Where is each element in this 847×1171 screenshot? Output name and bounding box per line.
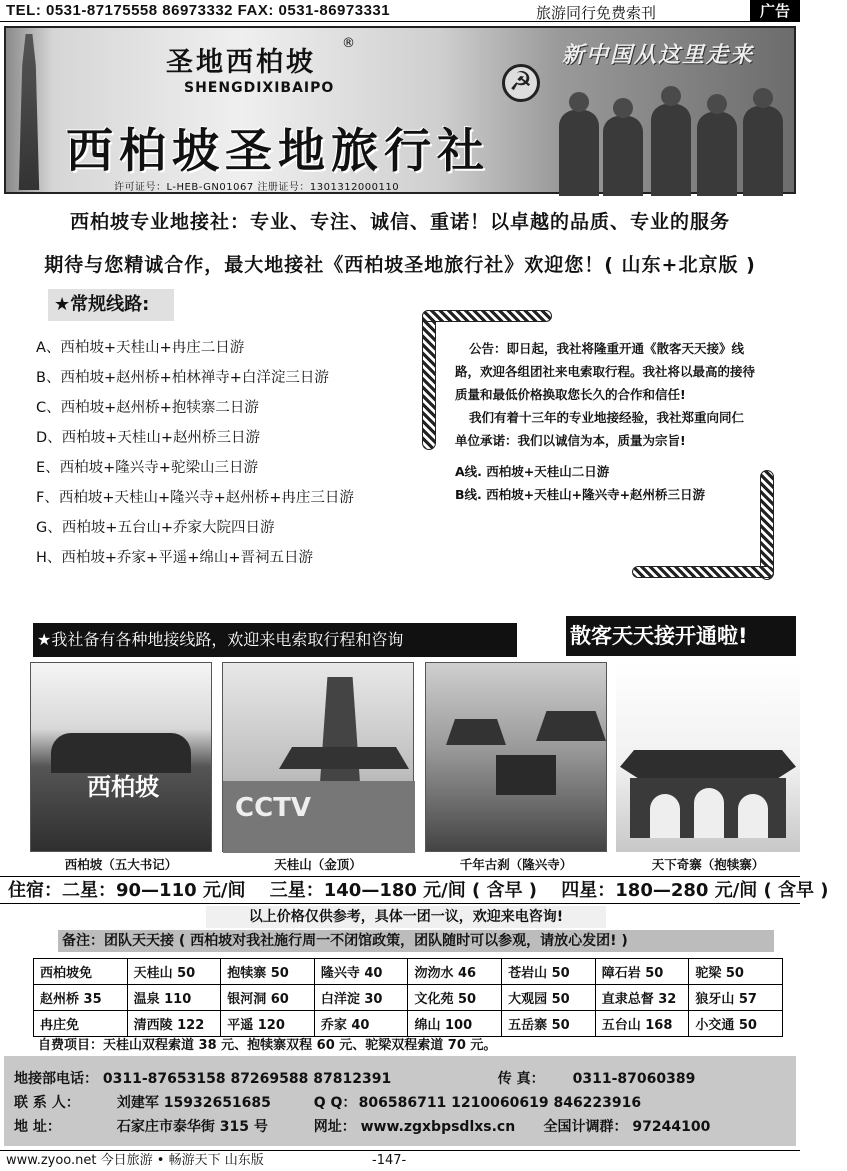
three-star-price: 三星：140—180 元/间 ( 含早 ) — [269, 880, 537, 901]
route-list — [36, 337, 354, 577]
qq-label: Q Q： — [313, 1095, 357, 1111]
ad-badge: 广告 — [750, 0, 800, 22]
ticket-cell: 清西陵 122 — [127, 1011, 221, 1037]
footer-site: www.zyoo.net 今日旅游 • 畅游天下 山东版 — [6, 1153, 264, 1168]
tower-image — [12, 34, 46, 190]
top-contact: TEL: 0531-87175558 86973332 FAX: 0531-86973331 — [6, 2, 391, 19]
ticket-cell: 直隶总督 32 — [595, 985, 689, 1011]
route-item: D、西柏坡+天桂山+赵州桥三日游 — [36, 430, 260, 446]
route-item: B、西柏坡+赵州桥+柏林禅寺+白洋淀三日游 — [36, 370, 329, 386]
route-item: E、西柏坡+隆兴寺+驼梁山三日游 — [36, 460, 258, 476]
photo-baoduzhai — [616, 662, 800, 852]
ticket-cell: 绵山 100 — [408, 1011, 502, 1037]
person-label: 联 系 人： — [14, 1095, 80, 1111]
ticket-cell: 赵州桥 35 — [34, 985, 128, 1011]
route-item: C、西柏坡+赵州桥+抱犊寨二日游 — [36, 400, 259, 416]
optional-items: 自费项目：天桂山双程索道 38 元、抱犊寨双程 60 元、驼梁双程索道 70 元。 — [38, 1038, 497, 1053]
ticket-table — [33, 958, 783, 1037]
address-value: 石家庄市泰华街 315 号 — [116, 1119, 268, 1135]
notice-line-a: A线. 西柏坡+天桂山二日游 — [455, 464, 610, 479]
notice-line-b: B线. 西柏坡+天桂山+隆兴寺+赵州桥三日游 — [455, 487, 706, 502]
remark: 备注：团队天天接 ( 西柏坡对我社施行周一不闭馆政策，团队随时可以参观，请放心发团! ) — [58, 930, 774, 952]
photo-longxingsi — [425, 662, 607, 852]
ticket-cell: 天桂山 50 — [127, 959, 221, 985]
notice-para-2: 我们有着十三年的专业地接经验，我社郑重向同仁单位承诺：我们以诚信为本，质量为宗旨! — [455, 410, 745, 448]
four-star-price: 四星：180—280 元/间 ( 含早 ) — [561, 880, 829, 901]
photo-caption: 天桂山（金顶） — [274, 857, 362, 872]
photo-xibaipo — [30, 662, 212, 852]
notice-para-1: 公告：即日起，我社将隆重开通《散客天天接》线路，欢迎各组团社来电索取行程。我社将以最高的接待质量和最低价格换取您长久的合作和信任! — [455, 341, 756, 402]
photo-caption: 西柏坡（五大书记） — [64, 857, 178, 872]
photo-1-sign: 西柏坡 — [87, 773, 159, 801]
phone-label: 地接部电话： — [14, 1071, 98, 1087]
ticket-cell: 乔家 40 — [314, 1011, 408, 1037]
photo-tianguishan — [222, 662, 414, 852]
lodging-prices — [0, 876, 829, 904]
top-slogan: 旅游同行免费索刊 — [536, 4, 657, 22]
ticket-cell: 沕沕水 46 — [408, 959, 502, 985]
ticket-cell: 抱犊寨 50 — [221, 959, 315, 985]
leaders-photo — [551, 86, 798, 196]
top-bar — [0, 0, 800, 22]
photo-caption: 天下奇寨（抱犊寨） — [651, 857, 765, 872]
agency-name: 西柏坡圣地旅行社 — [66, 124, 490, 179]
table-row — [34, 959, 783, 985]
ticket-cell: 大观园 50 — [502, 985, 596, 1011]
ticket-cell: 温泉 110 — [127, 985, 221, 1011]
qq-numbers: 806586711 1210060619 846223916 — [358, 1095, 642, 1111]
page-number: -147- — [372, 1153, 407, 1168]
ticket-cell: 平遥 120 — [221, 1011, 315, 1037]
group-label: 全国计调群： — [543, 1119, 628, 1135]
ticket-cell: 白洋淀 30 — [314, 985, 408, 1011]
contact-row-phone — [14, 1068, 695, 1088]
table-row — [34, 1011, 783, 1037]
registered-mark: ® — [342, 36, 355, 51]
ticket-cell: 文化苑 50 — [408, 985, 502, 1011]
ticket-cell: 五岳寨 50 — [502, 1011, 596, 1037]
ticket-cell: 冉庄免 — [34, 1011, 128, 1037]
route-item: H、西柏坡+乔家+平遥+绵山+晋祠五日游 — [36, 550, 313, 566]
banner-motto: 新中国从这里走来 — [562, 42, 755, 68]
two-star-price: 住宿：二星：90—110 元/间 — [8, 880, 246, 901]
notice-box — [455, 337, 755, 506]
table-row — [34, 985, 783, 1011]
banner — [4, 26, 796, 194]
daily-bar: 散客天天接开通啦! — [566, 616, 796, 656]
ticket-cell: 狼牙山 57 — [689, 985, 783, 1011]
brand-pinyin: SHENGDIXIBAIPO — [184, 80, 335, 96]
party-emblem-icon — [502, 64, 540, 102]
web-value[interactable]: www.zgxbpsdlxs.cn — [360, 1119, 516, 1135]
ticket-cell: 银河洞 60 — [221, 985, 315, 1011]
web-label: 网址： — [313, 1119, 356, 1135]
feature-bar: ★我社备有各种地接线路，欢迎来电索取行程和咨询 — [33, 623, 517, 657]
ticket-cell: 驼梁 50 — [689, 959, 783, 985]
ticket-cell: 苍岩山 50 — [502, 959, 596, 985]
photo-caption: 千年古刹（隆兴寺） — [459, 857, 573, 872]
photo-2-sign: CCTV — [235, 793, 312, 823]
person-value: 刘建军 15932651685 — [116, 1095, 271, 1111]
ticket-cell: 西柏坡免 — [34, 959, 128, 985]
ticket-cell: 隆兴寺 40 — [314, 959, 408, 985]
contact-row-address — [14, 1116, 710, 1136]
ticket-cell: 五台山 168 — [595, 1011, 689, 1037]
fax-label: 传 真： — [497, 1071, 545, 1087]
address-label: 地 址： — [14, 1119, 61, 1135]
phone-numbers: 0311-87653158 87269588 87812391 — [102, 1071, 392, 1087]
license-info: 许可证号：L-HEB-GN01067 注册证号：1301312000110 — [114, 182, 400, 193]
ticket-cell: 小交通 50 — [689, 1011, 783, 1037]
route-item: F、西柏坡+天桂山+隆兴寺+赵州桥+冉庄三日游 — [36, 490, 354, 506]
ticket-cell: 障石岩 50 — [595, 959, 689, 985]
intro-line-2: 期待与您精诚合作，最大地接社《西柏坡圣地旅行社》欢迎您！( 山东+北京版 ) — [44, 254, 756, 276]
intro-line-1: 西柏坡专业地接社：专业、专注、诚信、重诺！以卓越的品质、专业的服务 — [69, 211, 730, 233]
route-item: A、西柏坡+天桂山+冉庄二日游 — [36, 340, 245, 356]
group-value: 97244100 — [632, 1119, 711, 1135]
route-item: G、西柏坡+五台山+乔家大院四日游 — [36, 520, 275, 536]
contact-row-person — [14, 1092, 641, 1112]
fax-number: 0311-87060389 — [572, 1071, 696, 1087]
brand-name: 圣地西柏坡 — [166, 47, 316, 78]
footer — [0, 1150, 800, 1171]
price-note: 以上价格仅供参考，具体一团一议，欢迎来电咨询! — [206, 906, 606, 928]
routes-title: ★常规线路: — [48, 289, 174, 321]
